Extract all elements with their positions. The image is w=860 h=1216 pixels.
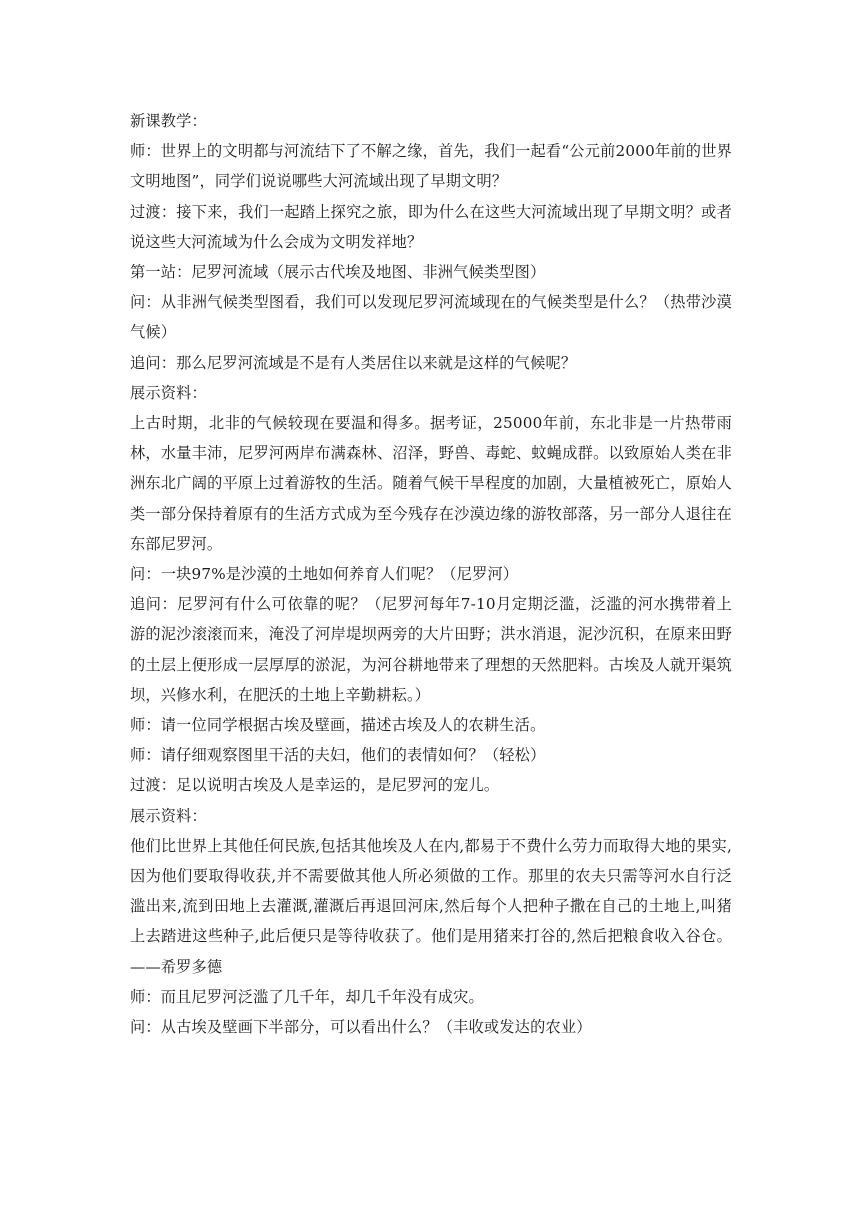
paragraph-show-material-2: 展示资料： — [130, 806, 207, 825]
paragraph-teacher-no-disaster: 师：而且尼罗河泛滥了几千年，却几千年没有成灾。 — [130, 987, 484, 1006]
paragraph-teacher-mural: 师：请一位同学根据古埃及壁画，描述古埃及人的农耕生活。 — [130, 716, 546, 735]
paragraph-question-desert: 问：一块97%是沙漠的土地如何养育人们呢？（尼罗河） — [130, 565, 519, 584]
section-heading-new-lesson: 新课教学： — [130, 112, 207, 130]
paragraph-transition-explore: 过渡：接下来，我们一起踏上探究之旅，即为什么在这些大河流域出现了早期文明？或者说这些大河流域为什么会成为文明发祥地？ — [130, 202, 732, 251]
paragraph-material-herodotus: 他们比世界上其他任何民族,包括其他埃及人在内,都易于不费什么劳力而取得大地的果实,因为他们要取得收获,并不需要做其他人所必须做的工作。那里的农夫只需等河水自行泛滥出来,流到田地上去灌溉,灌溉后再退回河床,然后每个人把种子撒在自己的土地上,叫猪上去踏进这些种子,此后便只是等待收获了。他们是用猪来打谷的,然后把粮食收入谷仓。——希罗多德 — [130, 836, 732, 976]
paragraph-material-ancient-climate: 上古时期，北非的气候较现在要温和得多。据考证，25000年前，东北非是一片热带雨林，水量丰沛，尼罗河两岸布满森林、沼泽，野兽、毒蛇、蚊蝇成群。以致原始人类在非洲东北广阔的平原上过着游牧的生活。随着气候干旱程度的加剧，大量植被死亡，原始人类一部分保持着原有的生活方式成为至今残存在沙漠边缘的游牧部落，另一部分人退往在东部尼罗河。 — [130, 414, 732, 553]
paragraph-first-stop: 第一站：尼罗河流域（展示古代埃及地图、非洲气候类型图） — [130, 263, 546, 282]
paragraph-followup-climate: 追问：那么尼罗河流域是不是有人类居住以来就是这样的气候呢？ — [130, 353, 577, 372]
paragraph-question-mural-lower: 问：从古埃及壁画下半部分，可以看出什么？（丰收或发达的农业） — [130, 1018, 592, 1037]
document-body — [130, 106, 732, 1042]
paragraph-show-material-1: 展示资料： — [130, 383, 207, 402]
paragraph-transition-lucky: 过渡：足以说明古埃及人是幸运的，是尼罗河的宠儿。 — [130, 776, 500, 795]
paragraph-teacher-expression: 师：请仔细观察图里干活的夫妇，他们的表情如何？（轻松） — [130, 746, 546, 765]
paragraph-followup-nile-flood: 追问：尼罗河有什么可依靠的呢？（尼罗河每年7-10月定期泛滥，泛滥的河水携带着上游的泥沙滚滚而来，淹没了河岸堤坝两旁的大片田野；洪水消退，泥沙沉积，在原来田野的土层上便形成一层厚厚的淤泥，为河谷耕地带来了理想的天然肥料。古埃及人就开渠筑坝，兴修水利，在肥沃的土地上辛勤耕耘。） — [130, 595, 732, 704]
paragraph-teacher-intro: 师：世界上的文明都与河流结下了不解之缘，首先，我们一起看“公元前2000年前的世界文明地图”，同学们说说哪些大河流域出现了早期文明？ — [130, 142, 732, 191]
paragraph-question-climate: 问：从非洲气候类型图看，我们可以发现尼罗河流域现在的气候类型是什么？（热带沙漠气候） — [130, 293, 732, 342]
